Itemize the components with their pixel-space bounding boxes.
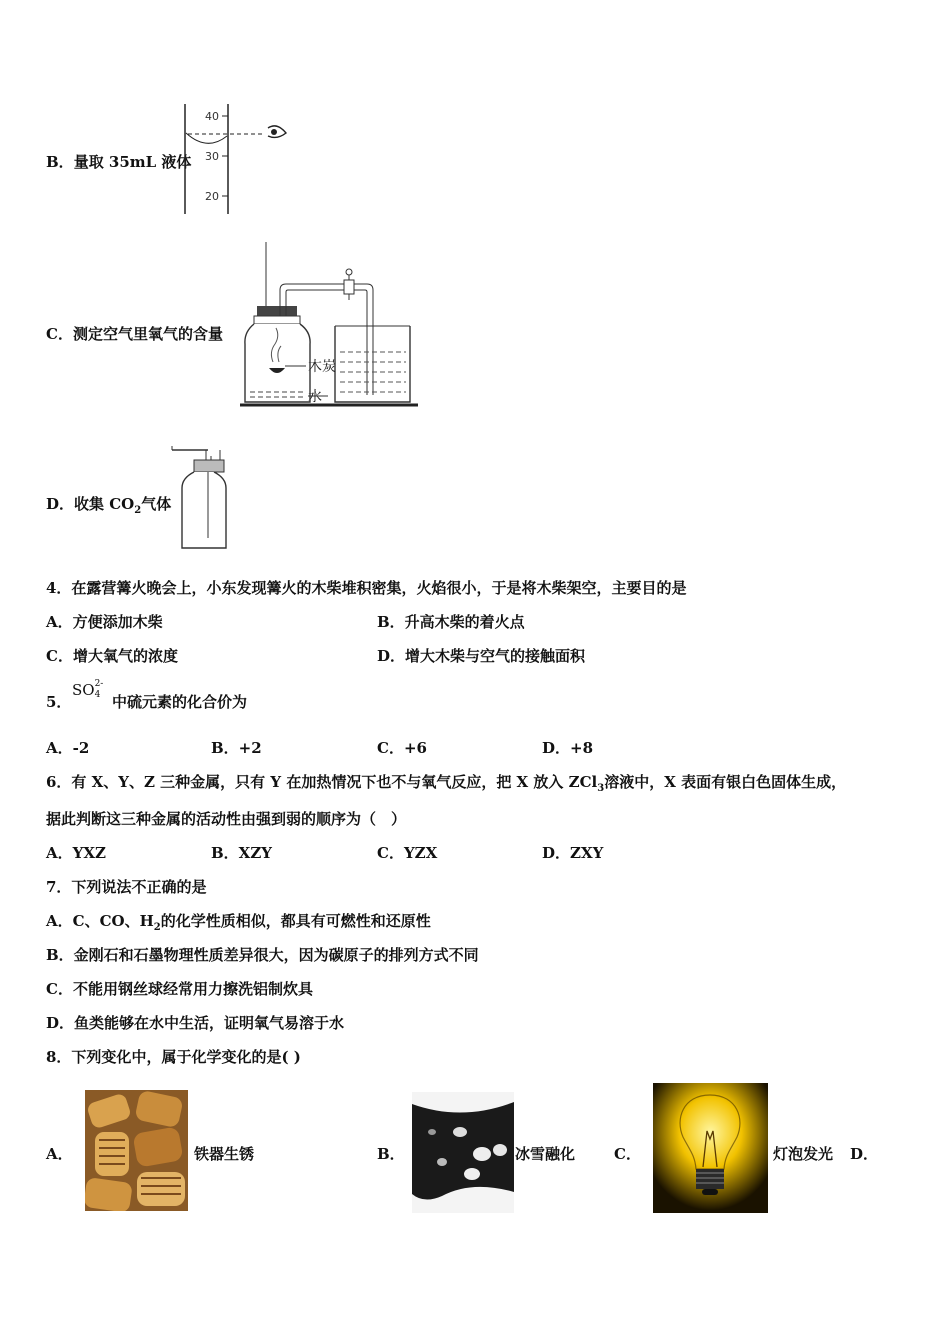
q8-option-b-letter[interactable]: B． <box>377 1145 405 1163</box>
q8-option-a-letter[interactable]: A． <box>46 1145 73 1163</box>
q6-option-d[interactable]: D．ZXY <box>542 844 604 862</box>
subscript: 2 <box>134 505 142 516</box>
q8-option-d-letter[interactable]: D． <box>850 1145 879 1163</box>
q4-option-d[interactable]: D．增大木柴与空气的接触面积 <box>377 647 586 665</box>
q8-option-a-label: 铁器生锈 <box>194 1145 255 1163</box>
q6-option-b[interactable]: B．XZY <box>211 844 272 862</box>
q7-optA-pre: A．C、CO、H <box>46 912 154 930</box>
gas-bottle-figure <box>168 442 234 554</box>
q4-option-b[interactable]: B．升高木柴的着火点 <box>377 613 525 631</box>
q6-stem-line2: 据此判断这三种金属的活动性由强到弱的顺序为（ ） <box>46 810 407 828</box>
option-letter: D． <box>46 495 75 513</box>
q7-optA-post: 的化学性质相似，都具有可燃性和还原性 <box>160 912 431 930</box>
option-text: 收集 CO <box>74 495 135 513</box>
tick-40: 40 <box>205 110 219 123</box>
so4-formula: SO <box>72 681 95 699</box>
q5-stem: 中硫元素的化合价为 <box>112 693 248 711</box>
q4-option-c[interactable]: C．增大氧气的浓度 <box>46 647 178 665</box>
q7-option-d[interactable]: D．鱼类能够在水中生活，证明氧气易溶于水 <box>46 1014 345 1032</box>
option-letter: B． <box>46 153 74 171</box>
q5-option-d[interactable]: D．+8 <box>542 739 594 757</box>
q5-num: 5． <box>46 693 72 711</box>
q7-option-a[interactable] <box>46 911 431 938</box>
graduated-cylinder-figure <box>178 102 293 218</box>
q5-option-a[interactable]: A．-2 <box>46 739 90 757</box>
q8-option-c-letter[interactable]: C． <box>614 1145 641 1163</box>
q7-option-c[interactable]: C．不能用钢丝球经常用力擦洗铝制炊具 <box>46 980 313 998</box>
label-water: 水 <box>308 389 322 405</box>
q3-optD <box>46 494 171 521</box>
q6-line1-post: 溶液中，X 表面有银白色固体生成， <box>604 773 847 791</box>
q6-stem-line1 <box>46 772 846 799</box>
subscript: 2 <box>153 922 161 933</box>
q8-stem: 8．下列变化中，属于化学变化的是( ) <box>46 1048 301 1066</box>
q7-stem: 7．下列说法不正确的是 <box>46 878 207 896</box>
subscript: 3 <box>597 783 605 794</box>
tick-20: 20 <box>205 190 219 203</box>
q5-option-c[interactable]: C．+6 <box>377 739 427 757</box>
option-text: 量取 35mL 液体 <box>73 153 192 171</box>
label-charcoal: 木炭 <box>308 359 336 375</box>
so4-subscript: 4 <box>94 690 101 700</box>
q8-option-b-label: 冰雪融化 <box>515 1145 576 1163</box>
q6-option-a[interactable]: A．YXZ <box>46 844 106 862</box>
so4-charge: 2- <box>94 679 104 689</box>
q5-formula <box>72 678 103 702</box>
tick-30: 30 <box>205 150 219 163</box>
q6-option-c[interactable]: C．YZX <box>377 844 438 862</box>
light-bulb-image <box>653 1083 768 1213</box>
option-text: 测定空气里氧气的含量 <box>72 325 223 343</box>
oxygen-apparatus-figure <box>240 240 420 410</box>
q3-optC <box>46 324 223 344</box>
option-text-post: 气体 <box>141 495 172 513</box>
option-letter: C． <box>46 325 73 343</box>
eye-icon <box>268 126 286 138</box>
q5-option-b[interactable]: B．+2 <box>211 739 262 757</box>
q7-option-b[interactable]: B．金刚石和石墨物理性质差异很大，因为碳原子的排列方式不同 <box>46 946 479 964</box>
q8-option-c-label: 灯泡发光 <box>773 1145 834 1163</box>
melting-snow-image <box>412 1092 514 1213</box>
q3-optB <box>46 152 191 172</box>
rusty-iron-image <box>85 1090 188 1211</box>
q6-line1-pre: 6．有 X、Y、Z 三种金属，只有 Y 在加热情况下也不与氧气反应，把 X 放入 ZCl <box>46 773 598 791</box>
q4-option-a[interactable]: A．方便添加木柴 <box>46 613 163 631</box>
q4-stem: 4．在露营篝火晚会上，小东发现篝火的木柴堆积密集，火焰很小，于是将木柴架空，主要目的是 <box>46 579 687 597</box>
